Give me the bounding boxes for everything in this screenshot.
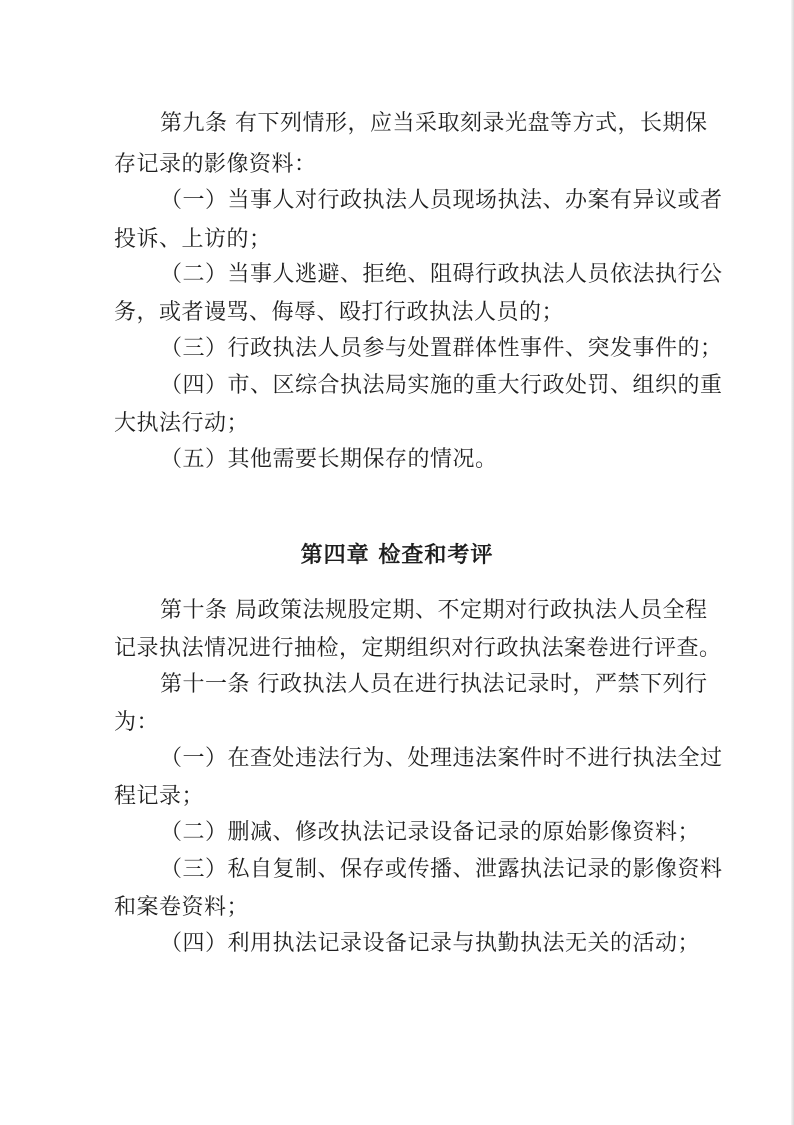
- article-9-item-1-line-2: 投诉、上访的；: [114, 227, 272, 252]
- article-9-item-4-line-1: （四）市、区综合执法局实施的重大行政处罚、组织的重: [160, 373, 723, 398]
- article-10-line-2: 记录执法情况进行抽检，定期组织对行政执法案卷进行评查。: [114, 636, 722, 661]
- article-9-item-2-line-1: （二）当事人逃避、拒绝、阻碍行政执法人员依法执行公: [160, 262, 723, 287]
- chapter-4-heading: 第四章 检查和考评: [300, 543, 494, 568]
- article-11-item-3-line-1: （三）私自复制、保存或传播、泄露执法记录的影像资料: [160, 857, 723, 882]
- article-11-line-2: 为：: [114, 710, 160, 735]
- article-9-item-4-line-2: 大执法行动；: [114, 411, 250, 436]
- article-11-item-4-line-1: （四）利用执法记录设备记录与执勤执法无关的活动；: [160, 931, 701, 956]
- article-9-item-2-line-2: 务，或者谩骂、侮辱、殴打行政执法人员的；: [114, 300, 565, 325]
- article-11-item-3-line-2: 和案卷资料；: [114, 895, 250, 920]
- article-11-line-1: 第十一条 行政执法人员在进行执法记录时，严禁下列行: [160, 672, 708, 697]
- article-10-line-1: 第十条 局政策法规股定期、不定期对行政执法人员全程: [160, 598, 708, 623]
- article-11-item-1-line-2: 程记录；: [114, 784, 205, 809]
- article-9-item-5-line-1: （五）其他需要长期保存的情况。: [160, 447, 498, 472]
- article-11-item-1-line-1: （一）在查处违法行为、处理违法案件时不进行执法全过: [160, 746, 723, 771]
- article-9-item-3-line-1: （三）行政执法人员参与处置群体性事件、突发事件的；: [160, 336, 723, 361]
- article-9-line-2: 存记录的影像资料：: [114, 152, 317, 177]
- article-9-line-1: 第九条 有下列情形，应当采取刻录光盘等方式，长期保: [160, 111, 708, 136]
- article-11-item-2-line-1: （二）删减、修改执法记录设备记录的原始影像资料；: [160, 820, 701, 845]
- article-9-item-1-line-1: （一）当事人对行政执法人员现场执法、办案有异议或者: [160, 188, 723, 213]
